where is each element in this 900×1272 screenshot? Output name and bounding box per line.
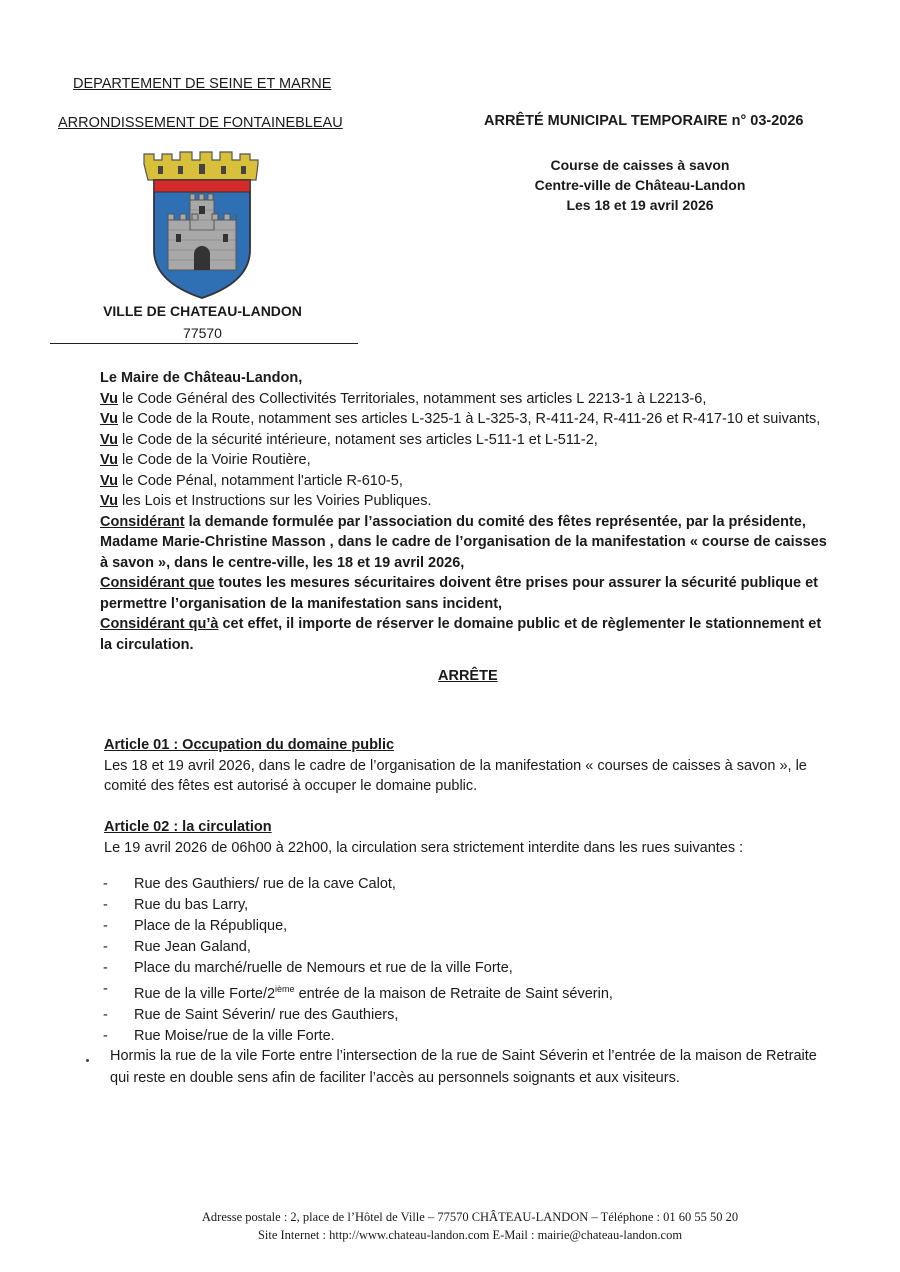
considerant-text: permettre l’organisation de la manifestation sans incident, [100, 595, 503, 612]
vu-label: Vu [100, 493, 118, 509]
list-dash: - [103, 897, 108, 913]
vu-item [100, 450, 845, 471]
footer-address: Adresse postale : 2, place de l’Hôtel de Ville – 77570 CHÂTEAU-LANDON – Téléphone : 01 60 55 50 20 [201, 1210, 739, 1224]
list-item [103, 1005, 613, 1026]
vu-item [100, 430, 845, 451]
exception-text: qui reste en double sens afin de faciliter l’accès au personnels soignants et aux visiteurs. [110, 1070, 680, 1086]
considerant-block [100, 512, 845, 533]
street-name: Rue Jean Galand, [134, 939, 251, 955]
list-dash: - [103, 918, 108, 934]
list-dash: - [103, 1006, 108, 1023]
street-name: Place de la République, [134, 918, 288, 934]
considerant-text: la circulation. [100, 636, 194, 653]
considerant-text: cet effet, il importe de réserver le domaine public et de règlementer le stationnement et [222, 616, 822, 632]
vu-item [100, 491, 845, 512]
vu-text: le Code de la sécurité intérieure, notament ses articles L-511-1 et L-511-2, [122, 431, 598, 448]
article-01-text: comité des fêtes est autorisé à occuper le domaine public. [104, 778, 478, 794]
considerant-block [100, 573, 845, 594]
arrete-subject [520, 155, 760, 215]
vu-item [100, 409, 845, 430]
street-name-part: Rue de la ville Forte/2 [134, 985, 276, 1002]
list-dash: - [103, 939, 108, 955]
street-name: Place du marché/ruelle de Nemours et rue de la ville Forte, [134, 960, 513, 976]
list-item [103, 958, 613, 979]
considerant-text: Madame Marie-Christine Masson , dans le cadre de l’organisation de la manifestation « course de caisses [100, 534, 827, 550]
street-name: Rue de Saint Séverin/ rue des Gauthiers, [134, 1006, 399, 1023]
list-item [103, 1026, 613, 1047]
vu-label: Vu [100, 431, 118, 448]
street-list [103, 874, 613, 1047]
list-item [103, 979, 613, 1005]
list-dash: - [103, 981, 108, 997]
list-dash: - [103, 1027, 108, 1044]
considerant-text: à savon », dans le centre-ville, les 18 et 19 avril 2026, [100, 554, 465, 571]
list-item [103, 874, 613, 895]
street-name-part: entrée de la maison de Retraite de Saint séverin, [294, 985, 613, 1002]
vu-text: les Lois et Instructions sur les Voiries Publiques. [122, 493, 432, 509]
vu-label: Vu [100, 452, 118, 468]
arrondissement-label: ARRONDISSEMENT DE FONTAINEBLEAU [58, 115, 343, 131]
street-name: Rue du bas Larry, [134, 897, 249, 913]
header-divider [50, 343, 358, 344]
street-name [134, 979, 613, 1005]
footer-contact: Site Internet : http://www.chateau-landon.com E-Mail : mairie@chateau-landon.com [257, 1228, 683, 1242]
vu-label: Vu [100, 390, 118, 407]
vu-label: Vu [100, 472, 118, 489]
article-01-text: Les 18 et 19 avril 2026, dans le cadre de l’organisation de la manifestation « courses de caisses à savon », le [104, 757, 807, 774]
preamble [100, 368, 845, 655]
article-01 [104, 735, 849, 797]
vu-label: Vu [100, 411, 118, 427]
vu-text: le Code Pénal, notamment l'article R-610-5, [122, 472, 403, 489]
exception-paragraph [110, 1045, 850, 1089]
vu-text: le Code de la Voirie Routière, [122, 452, 311, 468]
list-item [103, 895, 613, 916]
vu-item [100, 471, 845, 492]
bullet-dot [86, 1059, 89, 1062]
street-name: Rue des Gauthiers/ rue de la cave Calot, [134, 876, 396, 892]
vu-item [100, 389, 845, 410]
department-label: DEPARTEMENT DE SEINE ET MARNE [73, 76, 332, 92]
arrete-heading: ARRÊTE [438, 668, 498, 684]
postcode: 77570 [183, 325, 222, 341]
vu-text: le Code de la Route, notamment ses articles L-325-1 à L-325-3, R-411-24, R-411-26 et R-417-10 et suivants, [122, 411, 821, 427]
list-item [103, 937, 613, 958]
list-dash: - [103, 876, 108, 892]
article-02 [104, 817, 849, 858]
list-item [103, 916, 613, 937]
considerant-label: Considérant [100, 513, 185, 530]
list-dash: - [103, 960, 108, 976]
mayor-line: Le Maire de Château-Landon, [100, 370, 303, 386]
article-02-title: Article 02 : la circulation [104, 819, 272, 835]
subject-line: Centre-ville de Château-Landon [534, 177, 746, 193]
considerant-text: toutes les mesures sécuritaires doivent être prises pour assurer la sécurité publique et [218, 575, 818, 591]
article-01-title: Article 01 : Occupation du domaine public [104, 737, 395, 753]
vu-text: le Code Général des Collectivités Territoriales, notamment ses articles L 2213-1 à L2213-6, [122, 390, 707, 407]
exception-text: Hormis la rue de la vile Forte entre l’intersection de la rue de Saint Séverin et l’entrée de la maison de Retraite [110, 1048, 817, 1064]
superscript: ième [275, 984, 295, 994]
arrete-title: ARRÊTÉ MUNICIPAL TEMPORAIRE n° 03-2026 [484, 113, 804, 129]
town-name: VILLE DE CHATEAU-LANDON [103, 303, 302, 319]
subject-line: Les 18 et 19 avril 2026 [566, 197, 714, 213]
considerant-text: la demande formulée par l’association du comité des fêtes représentée, par la présidente, [188, 513, 806, 530]
coat-of-arms-icon [138, 150, 266, 302]
subject-line: Course de caisses à savon [550, 157, 730, 173]
considerant-label: Considérant que [100, 575, 215, 591]
street-name: Rue Moise/rue de la ville Forte. [134, 1027, 335, 1044]
article-02-intro: Le 19 avril 2026 de 06h00 à 22h00, la circulation sera strictement interdite dans les rues suivantes : [104, 839, 744, 856]
considerant-block [100, 614, 845, 635]
considerant-label: Considérant qu’à [100, 616, 219, 632]
